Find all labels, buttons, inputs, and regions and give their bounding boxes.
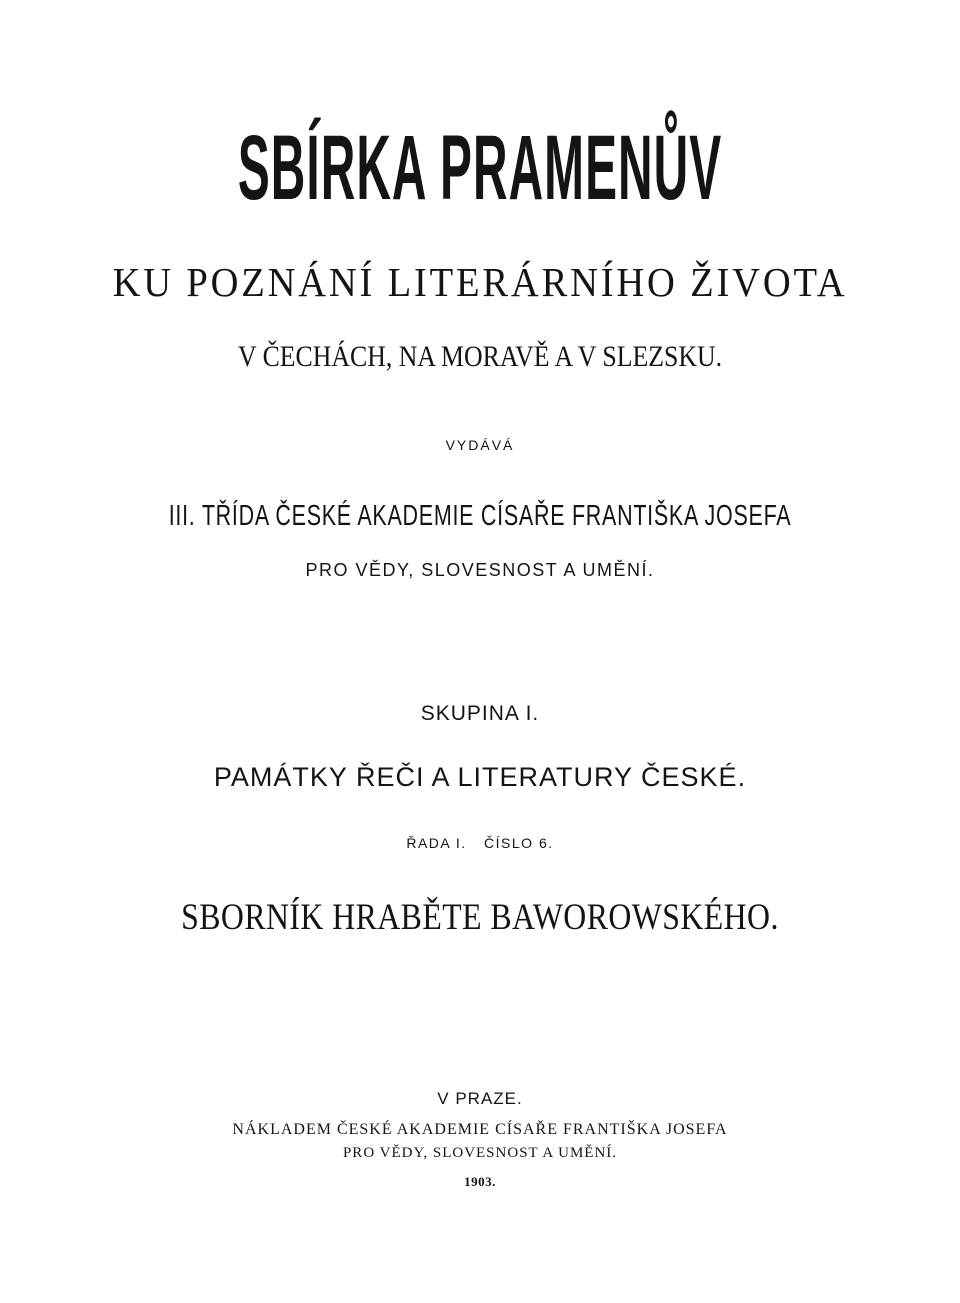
group-label: SKUPINA I. [420,702,540,725]
academy-subtitle: PRO VĚDY, SLOVESNOST A UMĚNÍ. [305,560,655,580]
series-row: ŘADA I. [406,835,467,851]
series-line [0,836,960,850]
main-title: SBÍRKA PRAMENŮV [237,117,723,219]
academy-name: III. TŘÍDA ČESKÉ AKADEMIE CÍSAŘE FRANTIŠKA JOSEFA [168,500,792,532]
publication-city: V PRAZE. [437,1089,523,1108]
subtitle: KU POZNÁNÍ LITERÁRNÍHO ŽIVOTA [112,259,848,305]
imprint-line-1: NÁKLADEM ČESKÉ AKADEMIE CÍSAŘE FRANTIŠKA JOSEFA [232,1121,728,1138]
group-title: PAMÁTKY ŘEČI A LITERATURY ČESKÉ. [213,762,747,792]
work-title: SBORNÍK HRABĚTE BAWOROWSKÉHO. [181,897,779,938]
publication-year: 1903. [464,1174,496,1189]
publisher-label: VYDÁVÁ [445,437,515,453]
imprint-line-2: PRO VĚDY, SLOVESNOST A UMĚNÍ. [342,1145,618,1161]
region-line: V ČECHÁCH, NA MORAVĚ A V SLEZSKU. [237,340,723,373]
series-number: ČÍSLO 6. [484,835,554,851]
